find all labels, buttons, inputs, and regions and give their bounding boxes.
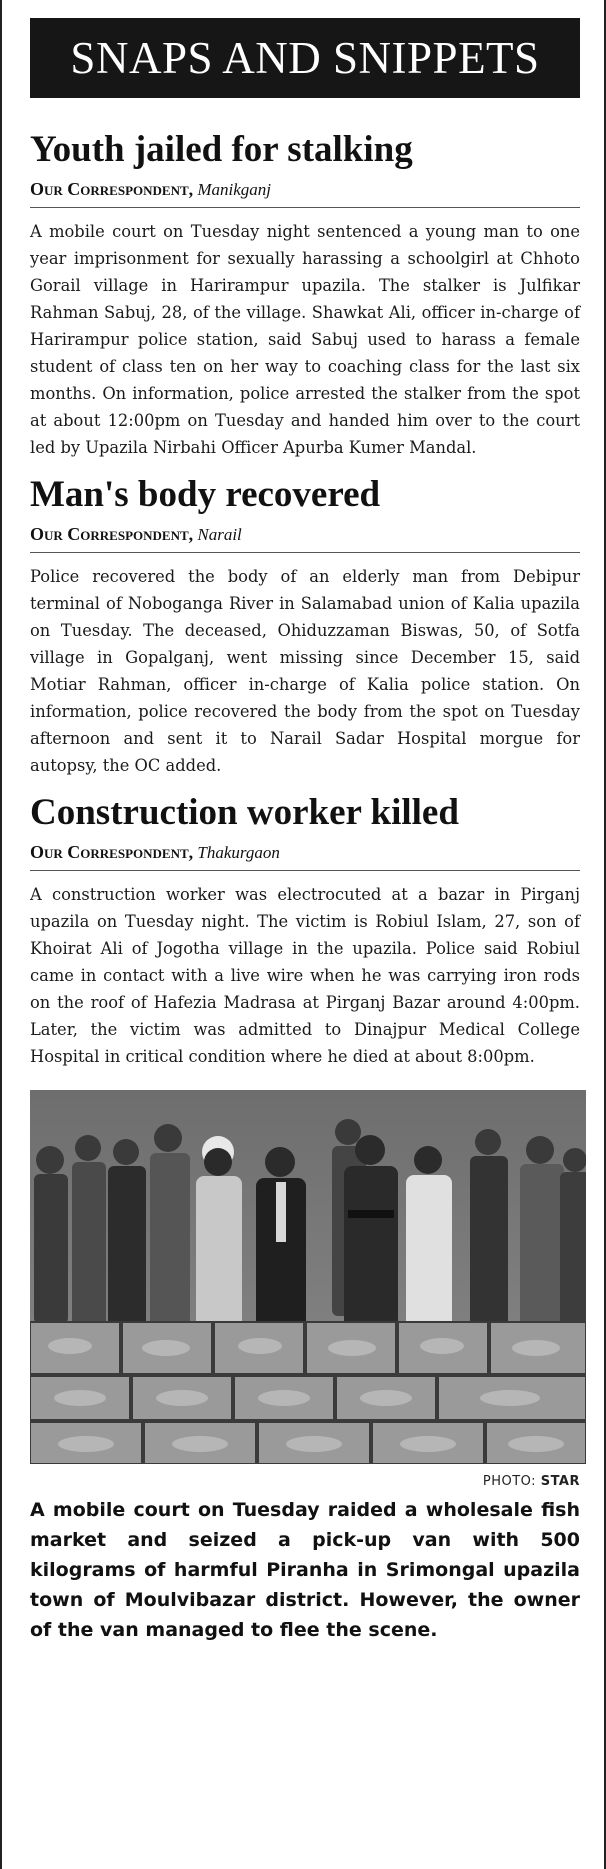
story-body-recovered [30,473,580,779]
story-headline: Youth jailed for stalking [30,129,413,170]
photo-credit-label: PHOTO: [482,1474,541,1489]
photo-illustration [30,1090,586,1464]
story-byline [30,523,580,553]
byline-location: Narail [197,525,242,544]
news-photo [30,1090,586,1464]
byline-location: Thakurgaon [197,843,280,862]
photo-credit [30,1474,580,1489]
story-byline [30,178,580,208]
byline-correspondent: Our Correspondent, [30,842,194,862]
story-headline: Construction worker killed [30,792,459,833]
story-body: A construction worker was electrocuted at a bazar in Pirganj upazila on Tuesday night. The victim is Robiul Islam, 27, son of Khoirat Ali of Jogotha village in the upazila. Police said Robiul came in contact with a live wire when he was carrying iron rods on the roof of Hafezia Madrasa at Pirganj Bazar around 4:00pm. Later, the victim was admitted to Dinajpur Medical College Hospital in critical condition where he died at about 8:00pm. [30,885,580,1066]
section-banner: SNAPS AND SNIPPETS [30,18,580,98]
story-body: Police recovered the body of an elderly man from Debipur terminal of Noboganga River in Salamabad union of Kalia upazila on Tuesday. The deceased, Ohiduzzaman Biswas, 50, of Sotfa village in Gopalganj, went missing since December 15, said Motiar Rahman, officer in-charge of Kalia police station. On information, police recovered the body from the spot on Tuesday afternoon and sent it to Narail Sadar Hospital morgue for autopsy, the OC added. [30,567,580,775]
story-headline: Man's body recovered [30,474,381,515]
photo-credit-source: STAR [540,1474,580,1489]
byline-correspondent: Our Correspondent, [30,524,194,544]
story-youth-jailed [30,128,580,461]
byline-location: Manikganj [197,180,272,199]
byline-correspondent: Our Correspondent, [30,179,194,199]
story-worker-killed [30,791,580,1070]
story-body: A mobile court on Tuesday night sentenced a young man to one year imprisonment for sexually harassing a schoolgirl at Chhoto Gorail village in Harirampur upazila. The stalker is Julfikar Rahman Sabuj, 28, of the village. Shawkat Ali, officer in-charge of Harirampur police station, said Sabuj used to harass a female student of class ten on her way to coaching class for the last six months. On information, police arrested the stalker from the spot at about 12:00pm on Tuesday and handed him over to the court led by Upazila Nirbahi Officer Apurba Kumer Mandal. [30,222,580,457]
photo-caption: A mobile court on Tuesday raided a wholesale fish market and seized a pick-up van with 500 kilograms of harmful Piranha in Srimongal upazila town of Moulvibazar district. However, the owner of the van managed to flee the scene. [30,1499,580,1641]
story-byline [30,841,580,871]
